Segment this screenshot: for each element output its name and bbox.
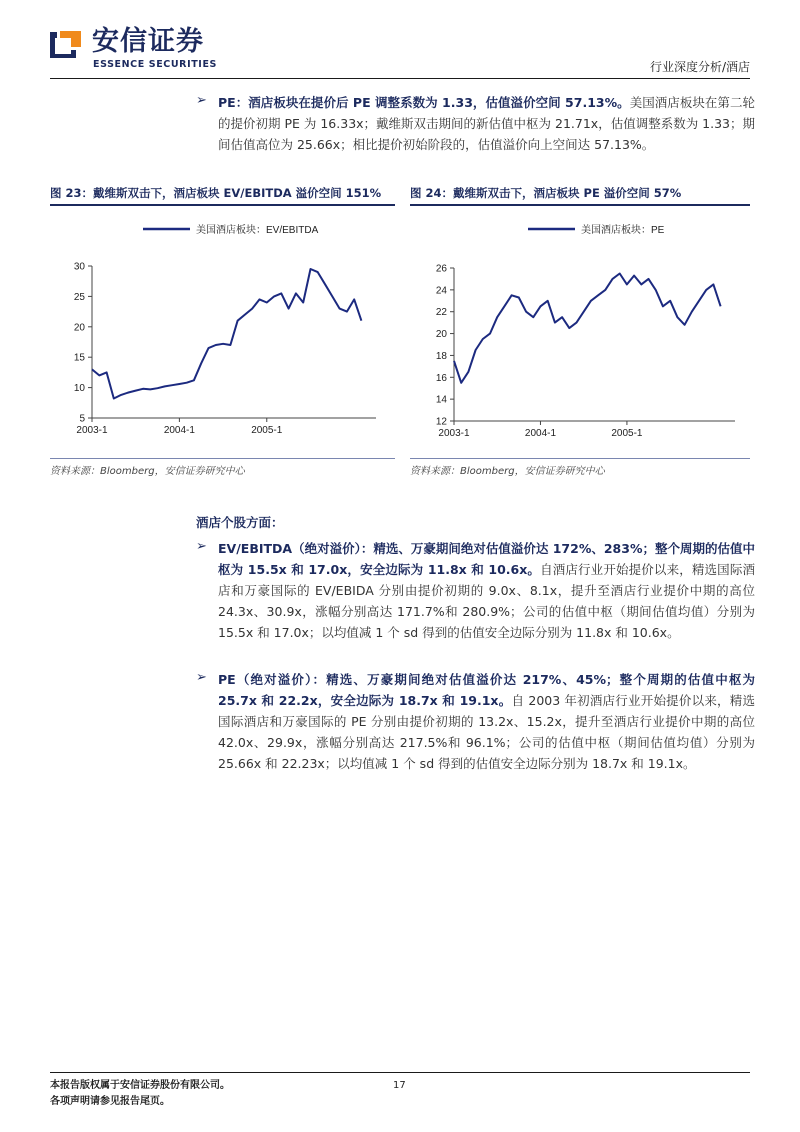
x-tick-label: 2004-1 [524,428,557,439]
y-tick-label: 30 [73,261,85,273]
ev-ebitda-paragraph [218,538,755,643]
intro-pe-body: 美国酒店板块在第二轮的提价初期 PE 为 16.33x；戴维斯双击期间的新估值中枢为 21.71x，估值调整系数为 1.33；期间估值高位为 25.66x；相比提价初始阶段的，估值溢价向上空间达 57.13%。 [218,95,756,152]
y-tick-label: 18 [435,350,447,362]
fig24-title: 图 24：戴维斯双击下，酒店板块 PE 溢价空间 57% [410,186,682,200]
y-tick-label: 16 [435,372,447,384]
fig24-source: 资料来源：Bloomberg，安信证券研究中心 [410,466,605,477]
page-number: 17 [393,1080,406,1091]
y-tick-label: 22 [435,307,447,319]
fig24-series-line [454,274,721,383]
y-tick-label: 10 [73,383,85,395]
y-tick-label: 20 [435,329,447,341]
ev-ebitda-lead: EV/EBITDA（绝对溢价）：精选、万豪期间绝对估值溢价达 172%、283%；整个周期的估值中枢为 15.5x 和 17.0x，安全边际为 11.8x 和 10.6x。 [218,541,755,577]
x-tick-label: 2004-1 [163,425,195,436]
pe-paragraph [218,669,755,774]
fig24-legend-label: 美国酒店板块：PE [581,225,665,236]
fig23-title: 图 23：戴维斯双击下，酒店板块 EV/EBITDA 溢价空间 151% [50,186,382,200]
fig23-bottom-rule [50,458,395,459]
x-tick-label: 2003-1 [76,425,108,436]
fig23-series-line [92,269,361,399]
fig23-axes [92,266,376,418]
bullet-arrow-icon: ➢ [196,539,207,554]
x-tick-label: 2005-1 [611,428,643,439]
fig23-chart [50,208,395,458]
footer-copyright: 本报告版权属于安信证券股份有限公司。 [50,1080,230,1091]
y-tick-label: 5 [79,413,85,425]
fig24-axes [454,268,735,421]
fig23-source: 资料来源：Bloomberg，安信证券研究中心 [50,466,245,477]
stocks-section-title: 酒店个股方面： [196,515,284,530]
logo-text-cn: 安信证券 [92,26,204,57]
ev-ebitda-body: 自酒店行业开始提价以来，精选国际酒店和万豪国际的 EV/EBIDA 分别由提价初期的 9.0x、8.1x，提升至酒店行业提价中期的高位 24.3x、30.9x，涨幅分别高达 171.7%和 280.9%；公司的估值中枢（期间估值均值）分别为 15.5x 和 17.0x；以均值减 1 个 sd 得到的估值安全边际分别为 11.8x 和 10.6x。 [218,562,755,640]
intro-pe-lead: PE：酒店板块在提价后 PE 调整系数为 1.33，估值溢价空间 57.13%。 [218,95,630,110]
report-type-label: 行业深度分析/酒店 [649,60,750,74]
y-tick-label: 20 [73,322,85,334]
fig23-top-rule [50,204,395,206]
logo-text-en: ESSENCE SECURITIES [93,59,217,70]
x-tick-label: 2003-1 [438,428,470,439]
fig24-top-rule [410,204,750,206]
pe-body: 自 2003 年初酒店行业开始提价以来，精选国际酒店和万豪国际的 PE 分别由提价初期的 13.2x、15.2x，提升至酒店行业提价中期的高位 42.0x、29.9x，涨幅分别高达 217.5%和 96.1%；公司的估值中枢（期间估值均值）分别为 25.66x 和 22.23x；以均值减 1 个 sd 得到的估值安全边际分别为 18.7x 和 19.1x。 [218,693,756,771]
fig24-bottom-rule [410,458,750,459]
fig23-legend-label: 美国酒店板块：EV/EBITDA [196,225,319,236]
footer-disclaimer: 各项声明请参见报告尾页。 [50,1096,170,1107]
fig24-chart [410,208,750,458]
header-divider [50,78,750,79]
fig24-ticks [436,264,643,440]
intro-paragraph [218,92,755,155]
y-tick-label: 25 [73,291,85,303]
y-tick-label: 15 [73,352,85,364]
y-tick-label: 24 [435,285,447,297]
fig23-ticks [74,262,283,437]
y-tick-label: 26 [435,263,447,275]
logo-mark-icon [50,28,84,62]
y-tick-label: 12 [435,416,447,428]
y-tick-label: 14 [435,394,447,406]
pe-lead: PE（绝对溢价）：精选、万豪期间绝对估值溢价达 217%、45%；整个周期的估值中枢为 25.7x 和 22.2x，安全边际为 18.7x 和 19.1x。 [218,672,755,708]
bullet-arrow-icon: ➢ [196,93,207,108]
x-tick-label: 2005-1 [251,425,283,436]
bullet-arrow-icon: ➢ [196,670,207,685]
footer-divider [50,1072,750,1073]
